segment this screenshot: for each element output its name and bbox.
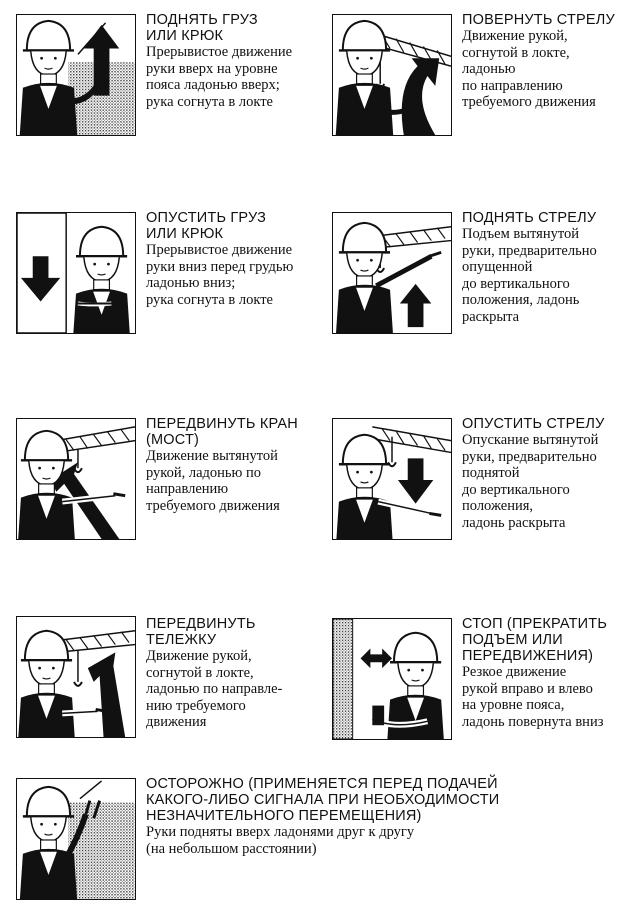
worker-raise-load-icon: [17, 15, 135, 135]
description-lower-load: Прерывистое движение руки вниз перед грудью ладонью вниз; рука согнута в локте: [146, 242, 294, 308]
description-move-trolley: Движение рукой, согнутой в локте, ладонью по направле- нию требуемого движения: [146, 648, 283, 730]
description-move-crane: Движение вытянутой рукой, ладонью по направлению требуемого движения: [146, 448, 280, 514]
title-stop: СТОП (ПРЕКРАТИТЬ ПОДЪЕМ ИЛИ ПЕРЕДВИЖЕНИЯ): [462, 616, 608, 664]
title-raise-boom: ПОДНЯТЬ СТРЕЛУ: [462, 210, 597, 226]
title-turn-boom: ПОВЕРНУТЬ СТРЕЛУ: [462, 12, 615, 28]
title-raise-load: ПОДНЯТЬ ГРУЗ ИЛИ КРЮК: [146, 12, 258, 44]
picture-stop: [332, 618, 452, 740]
description-stop: Резкое движение рукой вправо и влево на уровне пояса, ладонь повернута вниз: [462, 664, 604, 730]
title-lower-boom: ОПУСТИТЬ СТРЕЛУ: [462, 416, 605, 432]
description-raise-boom: Подъем вытянутой руки, предварительно опущенной до вертикального положения, ладонь раскрыта: [462, 226, 597, 325]
picture-move-trolley: [16, 616, 136, 738]
picture-move-crane: [16, 418, 136, 540]
worker-caution-icon: [17, 779, 135, 899]
worker-raise-boom-icon: [333, 213, 451, 333]
worker-stop-icon: [333, 619, 451, 739]
title-caution: ОСТОРОЖНО (ПРИМЕНЯЕТСЯ ПЕРЕД ПОДАЧЕЙ КАКОГО-ЛИБО СИГНАЛА ПРИ НЕОБХОДИМОСТИ НЕЗНАЧИТЕЛЬНОГО ПЕРЕМЕЩЕНИЯ): [146, 776, 500, 824]
description-lower-boom: Опускание вытянутой руки, предварительно поднятой до вертикального положения, ладонь раскрыта: [462, 432, 599, 531]
picture-turn-boom: [332, 14, 452, 136]
worker-move-crane-icon: [17, 419, 135, 539]
title-move-trolley: ПЕРЕДВИНУТЬ ТЕЛЕЖКУ: [146, 616, 256, 648]
picture-lower-boom: [332, 418, 452, 540]
worker-lower-boom-icon: [333, 419, 451, 539]
worker-move-trolley-icon: [17, 617, 135, 737]
title-lower-load: ОПУСТИТЬ ГРУЗ ИЛИ КРЮК: [146, 210, 267, 242]
picture-caution: [16, 778, 136, 900]
title-move-crane: ПЕРЕДВИНУТЬ КРАН (МОСТ): [146, 416, 298, 448]
description-turn-boom: Движение рукой, согнутой в локте, ладонью по направлению требуемого движения: [462, 28, 596, 110]
picture-lower-load: [16, 212, 136, 334]
description-caution: Руки подняты вверх ладонями друг к другу (на небольшом расстоянии): [146, 824, 415, 857]
description-raise-load: Прерывистое движение руки вверх на уровне пояса ладонью вверх; рука согнута в локте: [146, 44, 293, 110]
picture-raise-boom: [332, 212, 452, 334]
worker-turn-boom-icon: [333, 15, 451, 135]
picture-raise-load: [16, 14, 136, 136]
worker-lower-load-icon: [17, 213, 135, 333]
